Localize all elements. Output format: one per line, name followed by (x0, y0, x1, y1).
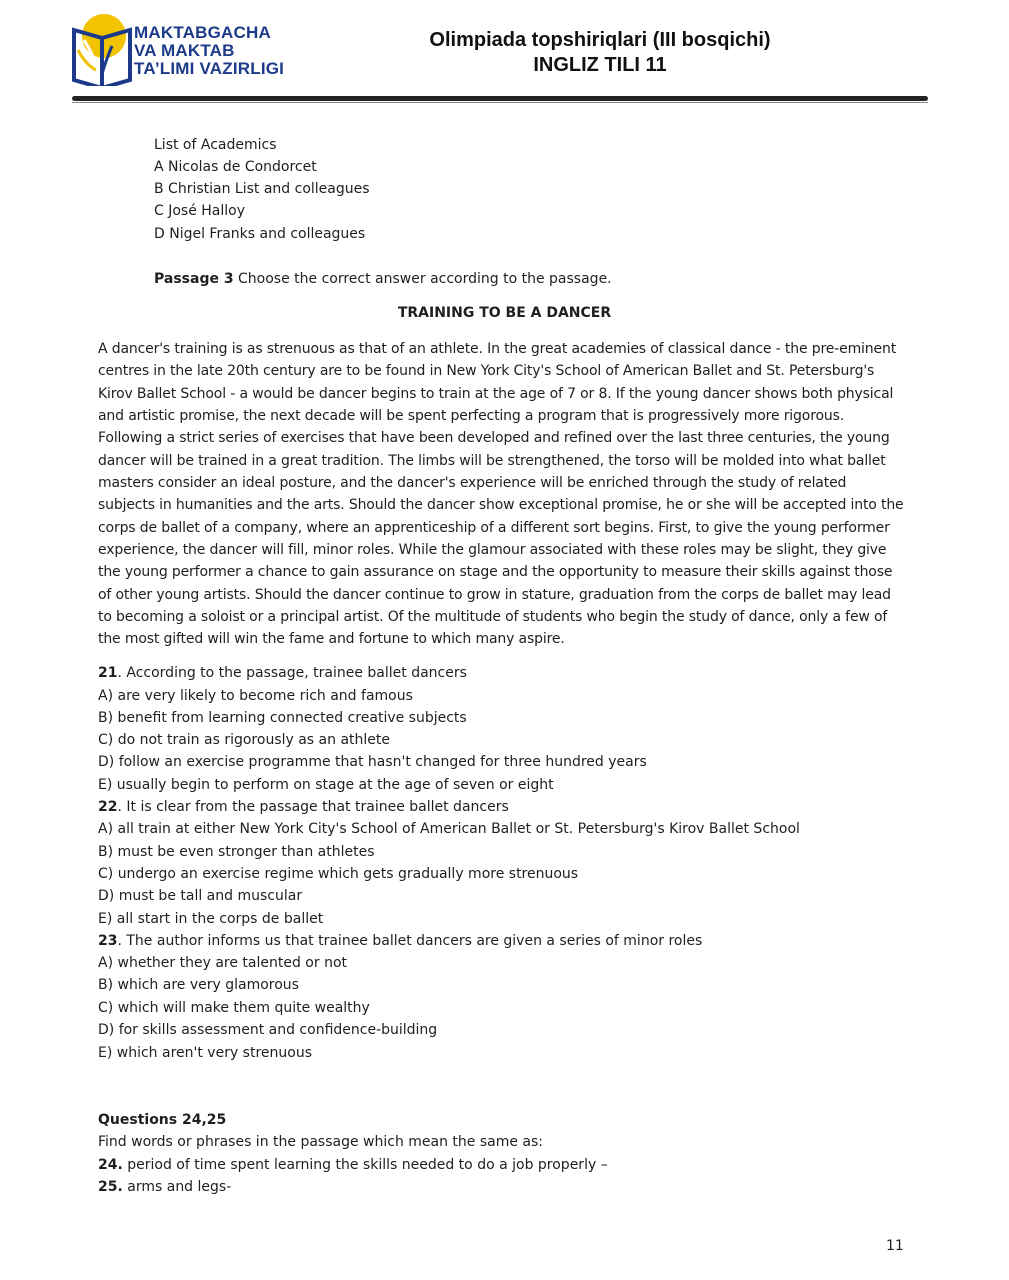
question-21-option-e: E) usually begin to perform on stage at the age of seven or eight (98, 777, 554, 793)
question-23-option-a: A) whether they are talented or not (98, 955, 347, 971)
passage-line: Kirov Ballet School - a would be dancer begins to train at the age of 7 or 8. If the young dancer shows both physical (98, 385, 894, 402)
passage-instruction-text: Choose the correct answer according to the passage. (233, 271, 612, 287)
question-21-option-d: D) follow an exercise programme that hasn't changed for three hundred years (98, 754, 647, 770)
passage-line: subjects in humanities and the arts. Should the dancer show exceptional promise, he or she will be accepted into the (98, 497, 904, 514)
passage-line: masters consider an ideal posture, and the dancer's experience will be enriched through the study of related (98, 475, 847, 492)
passage-line: the most gifted will win the fame and fortune to which many aspire. (98, 631, 565, 648)
academics-heading: List of Academics (154, 137, 277, 153)
passage-line: centres in the late 20th century are to be found in New York City's School of American Ballet and St. Petersburg's (98, 363, 875, 380)
question-22-option-d: D) must be tall and muscular (98, 888, 303, 904)
passage-line: to becoming a soloist or a principal artist. Of the multitude of students who begin the study of dance, only a few of (98, 609, 888, 626)
question-25-text: arms and legs- (122, 1179, 232, 1195)
question-24-text: period of time spent learning the skills needed to do a job properly – (122, 1157, 608, 1173)
passage-line: of other young artists. Should the dancer continue to grow in stature, graduation from the corps de ballet may lead (98, 586, 891, 603)
academic-item-c: C José Halloy (154, 203, 246, 219)
passage-paragraph (98, 338, 910, 651)
header-divider (72, 96, 928, 101)
question-22-option-e: E) all start in the corps de ballet (98, 911, 324, 927)
passage-line: Following a strict series of exercises that have been developed and refined over the last three centuries, the young (98, 430, 890, 447)
question-22-text: . It is clear from the passage that trainee ballet dancers (117, 799, 509, 815)
passage-line: A dancer's training is as strenuous as that of an athlete. In the great academies of classical dance - the pre-eminent (98, 341, 897, 357)
academic-item-b: B Christian List and colleagues (154, 181, 370, 197)
title-line-2: INGLIZ TILI 11 (533, 54, 667, 76)
question-21-option-c: C) do not train as rigorously as an athlete (98, 732, 391, 748)
org-line-1: MAKTABGACHA (134, 23, 271, 42)
question-22-option-c: C) undergo an exercise regime which gets gradually more strenuous (98, 866, 579, 882)
ministry-name (134, 24, 284, 78)
question-23-number: 23 (98, 933, 118, 949)
olympiad-title (360, 28, 840, 78)
question-21-option-b: B) benefit from learning connected creative subjects (98, 710, 467, 726)
academic-item-a: A Nicolas de Condorcet (154, 159, 317, 175)
question-25-number: 25. (98, 1179, 123, 1195)
question-21-number: 21 (98, 665, 118, 681)
passage-instruction (154, 271, 612, 287)
page-number: 11 (886, 1238, 904, 1254)
question-23-text: . The author informs us that trainee ballet dancers are given a series of minor roles (117, 933, 703, 949)
question-24 (98, 1157, 608, 1173)
question-21-text: . According to the passage, trainee ballet dancers (117, 665, 467, 681)
question-22-number: 22 (98, 799, 118, 815)
ministry-logo-icon (66, 10, 138, 86)
passage-line: corps de ballet of a company, where an apprenticeship of a different sort begins. First, to give the young performer (98, 519, 890, 536)
question-22-option-a: A) all train at either New York City's School of American Ballet or St. Petersburg's Kirov Ballet School (98, 821, 800, 837)
question-24-number: 24. (98, 1157, 123, 1173)
question-23-option-e: E) which aren't very strenuous (98, 1045, 313, 1061)
passage-line: and artistic promise, the next decade will be spent perfecting a program that is progressively more rigorous. (98, 408, 845, 425)
passage-label: Passage 3 (154, 271, 234, 287)
questions-24-25-instruction: Find words or phrases in the passage which mean the same as: (98, 1134, 544, 1150)
title-line-1: Olimpiada topshiriqlari (III bosqichi) (429, 29, 771, 51)
question-23-option-d: D) for skills assessment and confidence-building (98, 1022, 438, 1038)
page-header (0, 0, 1009, 110)
question-21-stem (98, 665, 467, 681)
question-21-option-a: A) are very likely to become rich and famous (98, 688, 413, 704)
org-line-2: VA MAKTAB (134, 41, 235, 60)
passage-title: TRAINING TO BE A DANCER (397, 305, 612, 321)
questions-24-25-heading: Questions 24,25 (98, 1112, 227, 1128)
question-25 (98, 1179, 231, 1195)
passage-line: dancer will be trained in a great tradition. The limbs will be strengthened, the torso will be molded into what ballet (98, 452, 886, 469)
question-22-option-b: B) must be even stronger than athletes (98, 844, 375, 860)
question-23-option-b: B) which are very glamorous (98, 977, 299, 993)
academic-item-d: D Nigel Franks and colleagues (154, 226, 366, 242)
header-divider-thin (72, 102, 928, 103)
question-22-stem (98, 799, 509, 815)
passage-line: the young performer a chance to gain assurance on stage and the opportunity to measure their skills against those (98, 564, 893, 581)
org-line-3: TA’LIMI VAZIRLIGI (134, 59, 285, 78)
question-23-stem (98, 933, 702, 949)
passage-line: experience, the dancer will fill, minor roles. While the glamour associated with these roles may be slight, they give (98, 542, 887, 559)
question-23-option-c: C) which will make them quite wealthy (98, 1000, 370, 1016)
